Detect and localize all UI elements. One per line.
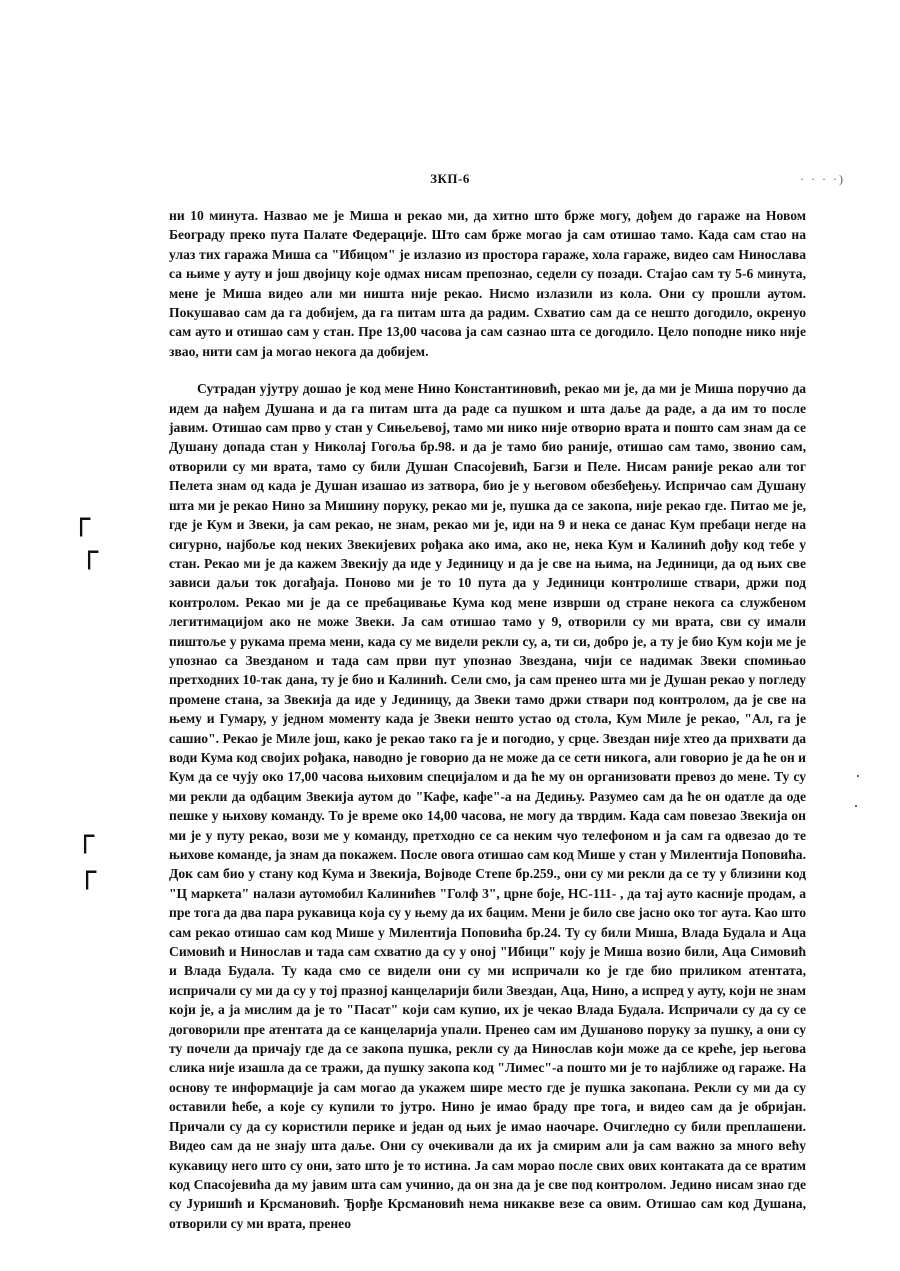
body-text xyxy=(169,206,806,1233)
margin-bracket-mark: ┌ xyxy=(80,535,99,570)
paragraph: Сутрадан ујутру дошао је код мене Нино Константиновић, рекао ми је, да ми је Миша поручио да идем да нађем Душана и да га питам шта да раде са пушком и шта даље да раде, а да им то после јавим. Отишао сам прво у стан у Сињељевој, тамо ми нико није отворио врата и пошто сам знам да се Душану допада стан у Николај Гогоља бр.98. и да је тамо био раније, отишао сам тамо, звонио сам, отворили су ми врата, тамо су били Душан Спасојевић, Багзи и Пеле. Нисам раније рекао али тог Пелета знам од када је Душан изашао из затвора, био је у његовом обезбеђењу. Испричао сам Душану шта ми је рекао Нино за Мишину поруку, рекао ми је, пушка да се закопа, није рекао где. Питао ме је, где је Кум и Звеки, ја сам рекао, не знам, рекао ми је, иди на 9 и нека се данас Кум пребаци негде на сигурно, најбоље код неких Звекијевих рођака ако има, ако не, нека Кум и Калинић дођу код тебе у стан. Рекао ми је да кажем Звекију да иде у Јединицу и да је све на њима, на Јединици, да од њих све зависи даљи ток догађаја. Поново ми је то 10 пута да у Јединици контролише ствари, држи под контролом. Рекао ми је да се пребацивање Кума код мене изврши од стране некога са службеном легитимацијом ако не може Звеки. Ја сам отишао тамо у 9, отворили су ми врата, сви су имали пиштоље у рукама према мени, када су ме видели рекли су, а, ти си, добро је, а ту је био Кум који ме је упознао са Звезданом и тада сам први пут упознао Звездана, чији се надимак Звеки спомињао претходних 10-так дана, ту је био и Калинић. Сели смо, ја сам пренео шта ми је Душан рекао у погледу промене стана, за Звекија да иде у Јединицу, да Звеки тамо држи ствари под контролом, да је све на њему и Гумару, у једном моменту када је Звеки нешто устао од стола, Кум Миле је рекао, "Ал, га је сашио". Рекао је Миле још, како је рекао тако га је и погодио, у срце. Звездан није хтео да прихвати да води Кума код својих рођака, наводно је говорио да не може да се сети никога, али говорио је да ће он и Кум да се чују око 17,00 часова њиховим специјалом и да ће му он организовати превоз до мене. Ту су ми рекли да одбацим Звекија аутом до "Кафе, кафе"-а на Дедињу. Разумео сам да ће он одатле да оде пешке у њихову команду. То је време око 14,00 часова, не могу да тврдим. Када сам повезао Звекија он ми је у путу рекао, вози ме у команду, претходно се са неким чуо телефоном и ја сам га одвезао до те њихове команде, ја знам да покажем. После овога отишао сам код Мише у стан у Милентија Поповића. Док сам био у стану код Кума и Звекија, Војводе Степе бр.259., они су ми рекли да се ту у близини код "Ц маркета" налази аутомобил Калинићев "Голф 3", црне боје, НС-111- , да тај ауто касније продам, а пре тога да два пара рукавица која су у њему да их бацим. Мени је било све јасно око тог аута. Као што сам рекао отишао сам код Мише у Милентија Поповића бр.24. Ту су били Миша, Влада Будала и Аца Симовић и Нинослав и тада сам схватио да су у оној "Ибици" коју је Миша возио били, Аца Симовић и Влада Будала. Ту када смо се видели они су ми испричали ко је где био приликом атентата, испричали су ми да су у тој празној канцеларији били Звездан, Аца, Нино, а испред у ауту, који не знам који је, а ја мислим да је то "Пасат" који сам купио, их је чекао Влада Будала. Испричали су да су се договорили пре атентата да се канцеларија упали. Пренео сам им Душаново поруку за пушку, а они су ту почели да причају где да се закопа пушка, рекли су да Нинослав који може да се креће, јер његова слика није изашла да се тражи, да пушку закопа код "Лимес"-а пошто ми је то најближе од гараже. На основу те информације ја сам могао да укажем шире место где је пушка закопана. Рекли су ми да су оставили ћебе, а које су купили то јутро. Нино је имао браду пре тога, и видео сам да је обријан. Причали су да су користили перике и један од њих је имао наочаре. Очигледно су били преплашени. Видео сам да не знају шта даље. Они су очекивали да их ја смирим али ја сам важно за много већу кукавицу него што су они, зато што је то истина. Ја сам морао после свих ових контаката да се вратим код Спасојевића да му јавим шта сам учинио, да он зна да је све под контролом. Једино нисам знао где су Јуришић и Крсмановић. Ђорђе Крсмановић нема никакве везе са овим. Отишао сам код Душана, отворили су ми врата, пренео xyxy=(169,381,806,1231)
margin-bracket-mark: ┌ xyxy=(76,819,95,854)
scan-speck xyxy=(857,775,859,777)
corner-scan-marks: · · · ·) xyxy=(800,172,845,186)
margin-bracket-mark: ┌ xyxy=(72,502,91,537)
paragraph: ни 10 минута. Назвао ме је Миша и рекао ми, да хитно што брже могу, дођем до гараже на Новом Београду преко пута Палате Федерације. Што сам брже могао ја сам отишао тамо. Када сам стао на улаз тих гаража Миша са "Ибицом" је излазио из простора гараже, хола гараже, видео сам Нинослава са њиме у ауту и још двојицу које одмах нисам препознао, седели су позади. Стајао сам ту 5-6 минута, мене је Миша видео али ми ништа није рекао. Нисмо излазили из кола. Они су прошли аутом. Покушавао сам да га добијем, да га питам шта да радим. Схватио сам да се нешто догодило, окренуо сам ауто и отишао сам у стан. Пре 13,00 часова ја сам сазнао шта се догодило. Цело поподне нико није звао, нити сам ја могао некога да добијем. xyxy=(169,208,806,359)
page-header: ЗКП-6 xyxy=(430,171,470,186)
margin-bracket-mark: ┌ xyxy=(78,855,97,890)
scan-speck xyxy=(855,805,857,807)
